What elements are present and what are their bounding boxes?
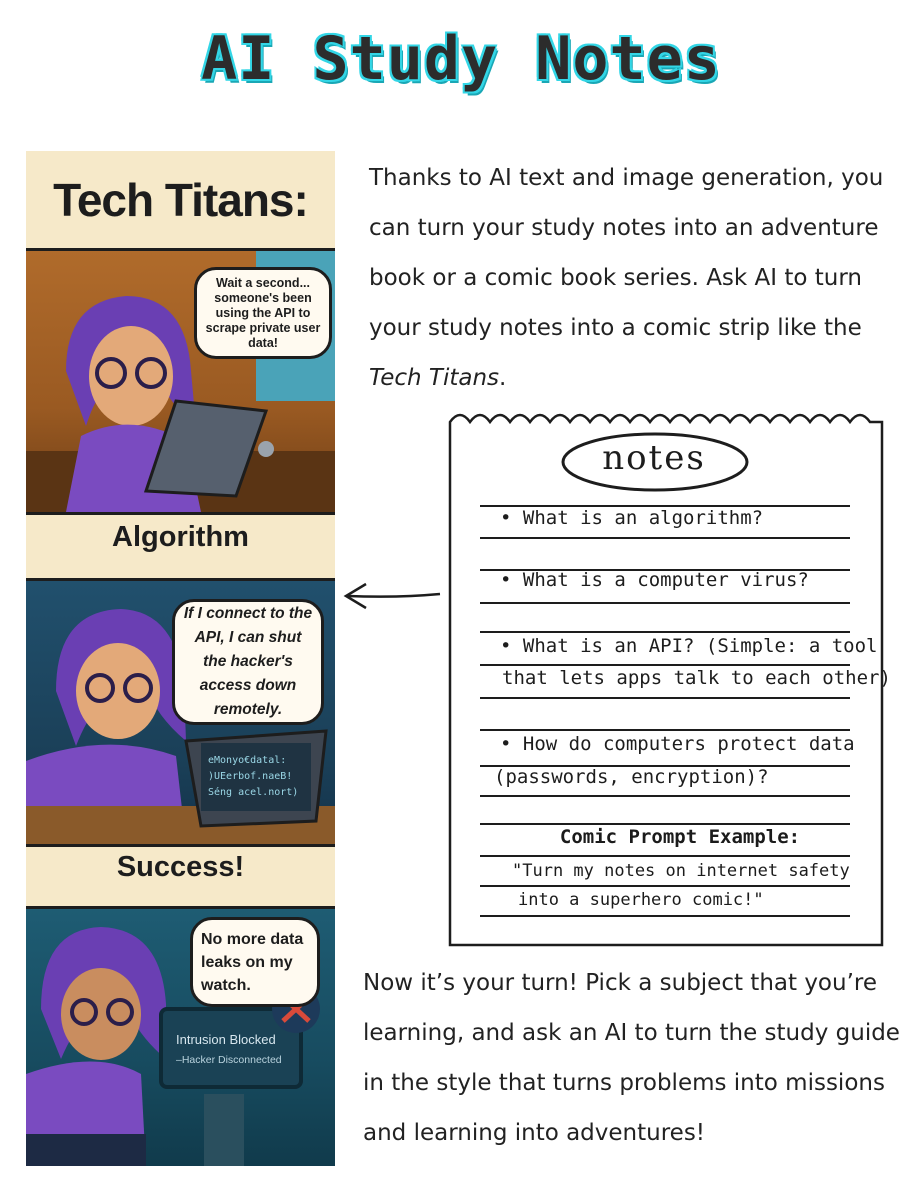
note-item-protect: • How do computers protect data (500, 733, 855, 755)
comic-title: Tech Titans: (53, 174, 308, 226)
comic-panel-3 (26, 906, 335, 1166)
note-item-protect-cont: (passwords, encryption)? (494, 766, 769, 788)
prompt-line-2: into a superhero comic!" (518, 890, 764, 910)
screen-text-1: Intrusion Blocked (176, 1032, 276, 1047)
note-item-algorithm: • What is an algorithm? (500, 507, 764, 529)
arrow-icon (336, 576, 446, 616)
note-item-api-cont: that lets apps talk to each other) (502, 667, 891, 689)
prompt-line-1: "Turn my notes on internet safety (512, 861, 850, 881)
speech-bubble-3: No more data leaks on my watch. (190, 917, 320, 1007)
notes-heading: notes (602, 438, 706, 478)
screen-text-2: –Hacker Disconnected (176, 1054, 282, 1066)
caption-success: Success! (116, 851, 245, 883)
svg-text:)UEerbof.naeB!: )UEerbof.naeB! (208, 771, 293, 782)
intro-emphasis: Tech Titans (369, 365, 500, 391)
speech-bubble-1: Wait a second... someone's been using the API to scrape private user data! (194, 267, 332, 359)
prompt-heading: Comic Prompt Example: (559, 826, 801, 848)
note-item-api: • What is an API? (Simple: a tool (500, 635, 878, 657)
caption-algorithm: Algorithm (112, 521, 249, 553)
svg-text:eMonyo€datal:: eMonyo€datal: (208, 755, 287, 766)
comic-panel-1 (26, 248, 335, 515)
page-title: AI Study Notes (201, 24, 721, 94)
svg-text:Séng acel.nort): Séng acel.nort) (208, 787, 299, 798)
outro-paragraph: Now it’s your turn! Pick a subject that you’re learning, and ask an AI to turn the study guide in the style that turns problems into missions and learning into adventures! (363, 970, 900, 1146)
speech-bubble-2: If I connect to the API, I can shut the hacker's access down remotely. (172, 599, 324, 725)
comic-strip (26, 151, 335, 1166)
comic-panel-2 (26, 578, 335, 847)
note-item-virus: • What is a computer virus? (500, 569, 809, 591)
intro-paragraph: Thanks to AI text and image generation, you can turn your study notes into an adventure book or a comic book series. Ask AI to turn your study notes into a comic strip like the Tech Titans. (369, 165, 884, 391)
